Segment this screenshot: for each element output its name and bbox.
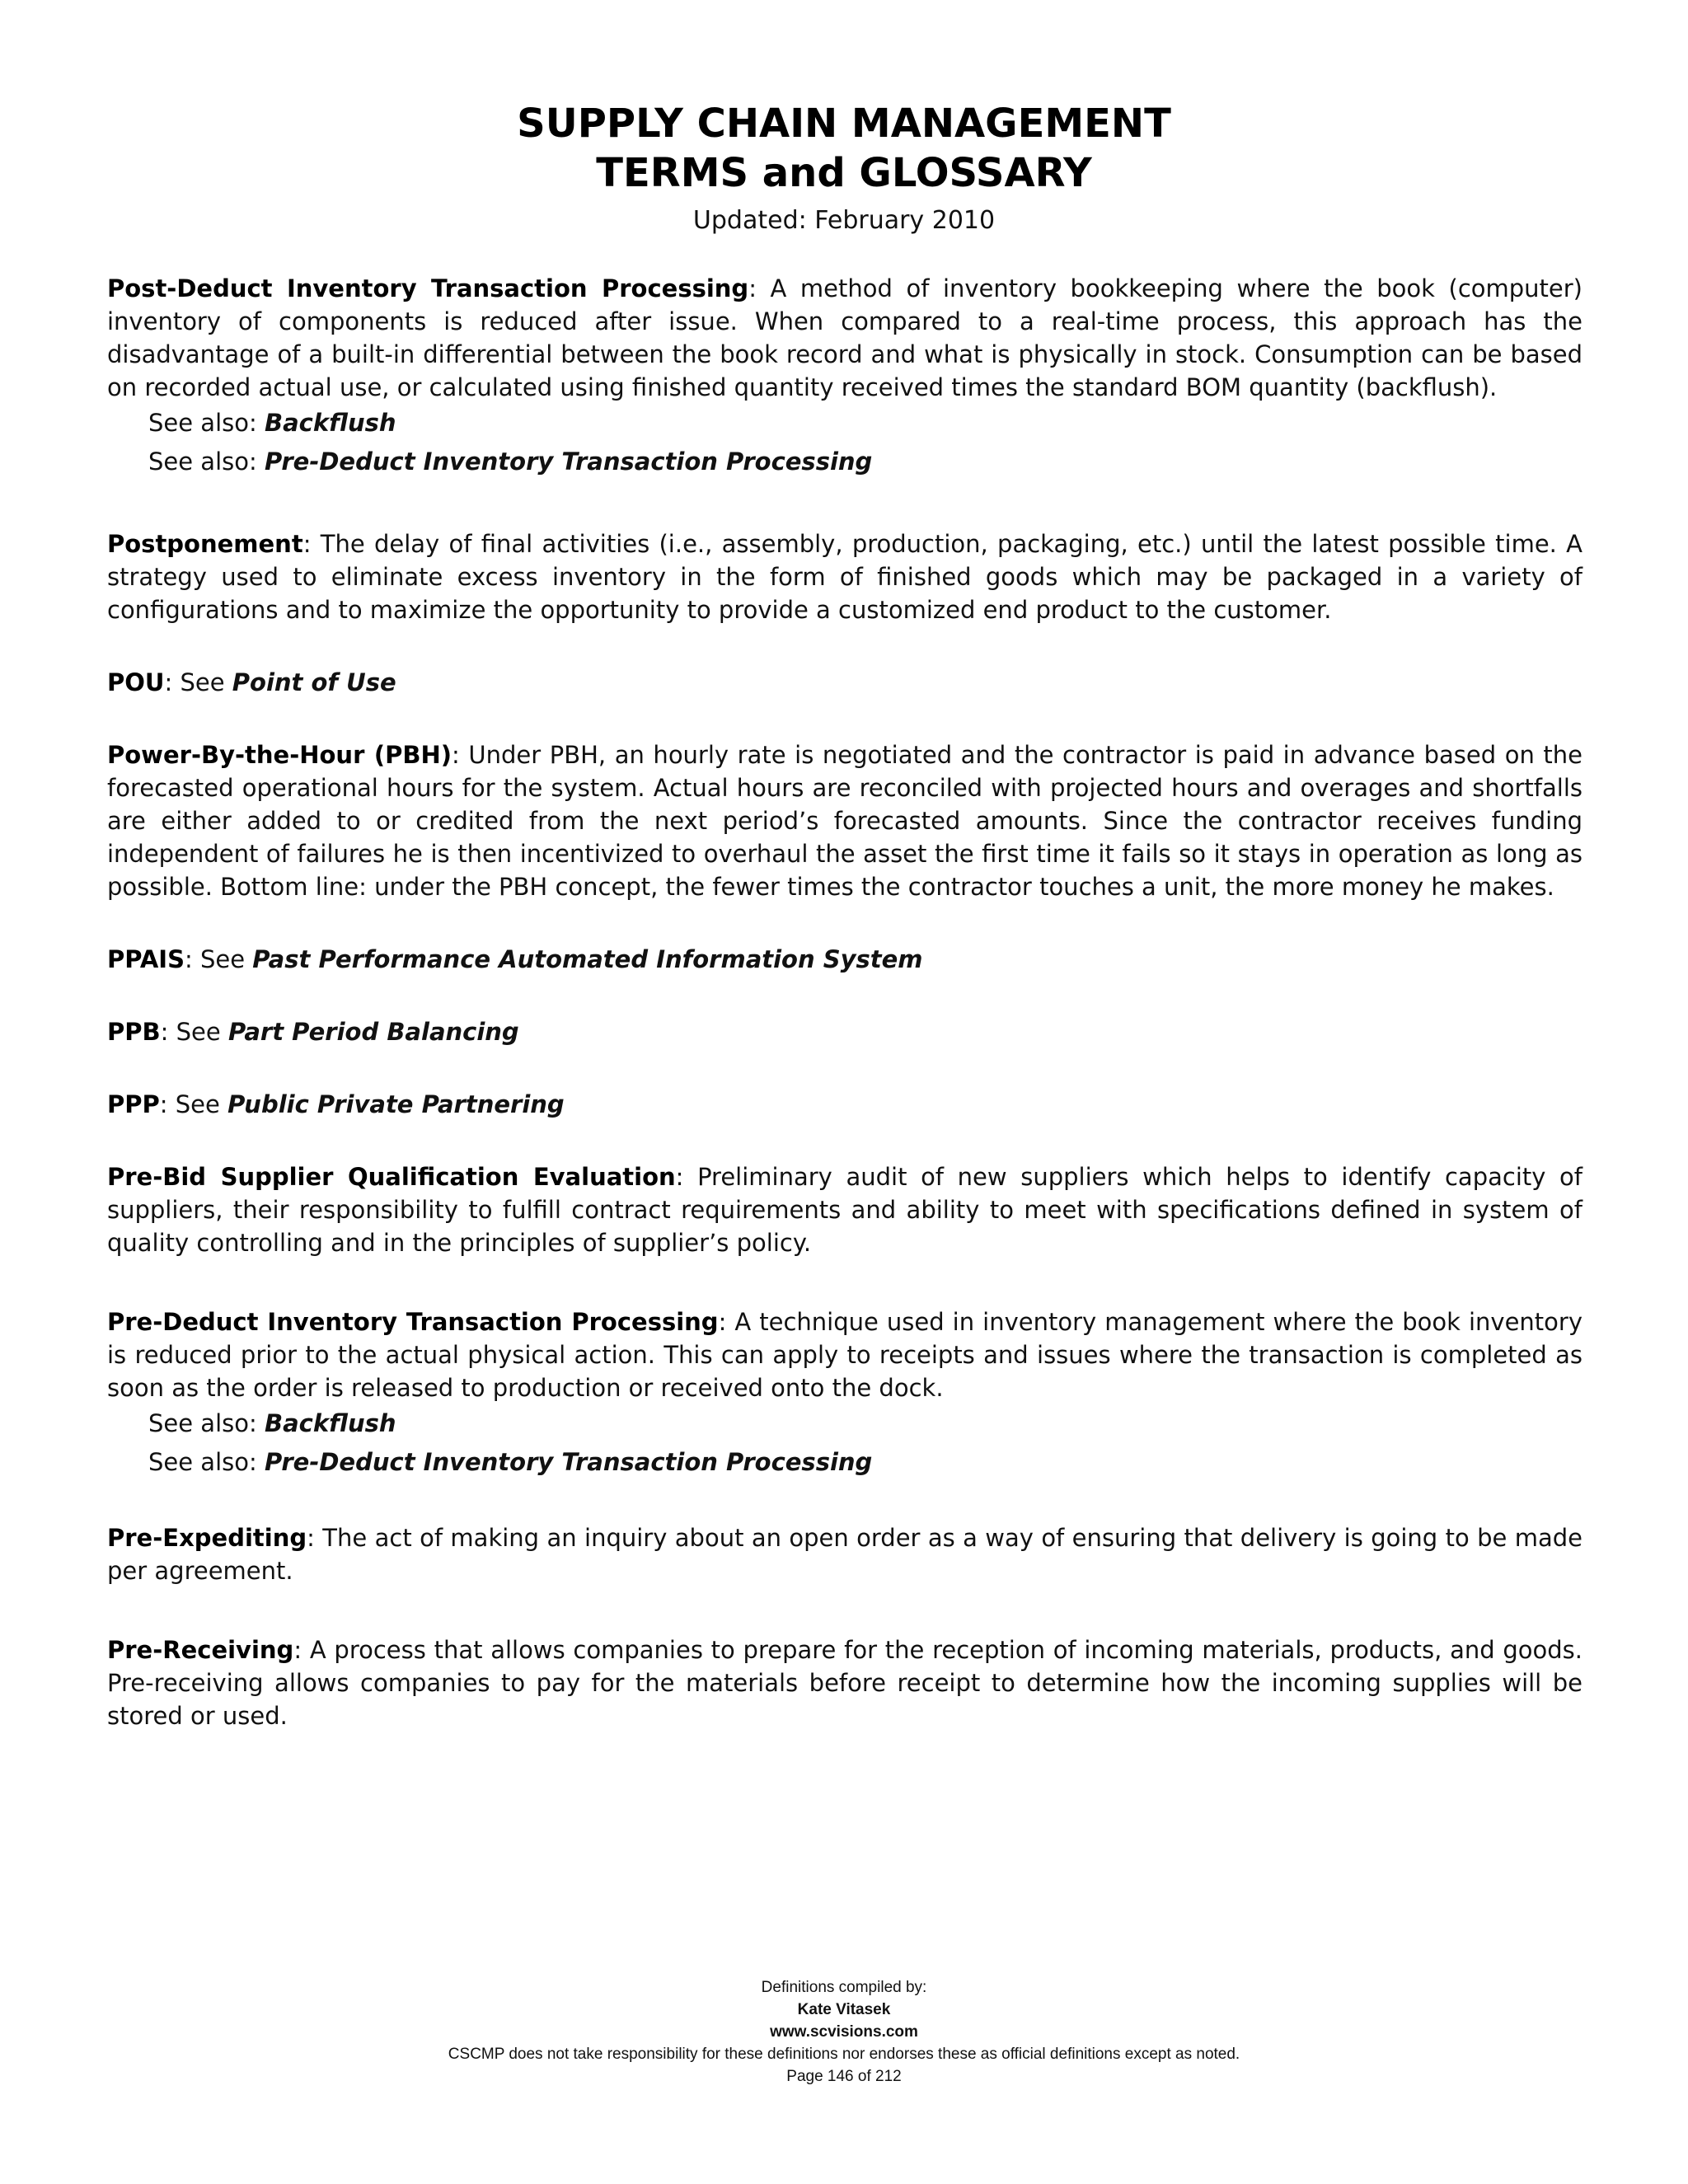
see-also-label: See also:	[148, 1448, 265, 1476]
entry-text	[107, 1633, 1582, 1732]
glossary-definition: : See	[164, 668, 232, 696]
glossary-term: Postponement	[107, 530, 303, 558]
glossary-definition: : A method of inventory bookkeeping where the book (computer) inventory of components is reduced after issue. When compared to a real-time process, this approach has the disadvantage of a built-in differential between the book record and what is physically in stock. Consumption can be based on recorded actual use, or calculated using finished quantity received times the standard BOM quantity (backflush).	[107, 274, 1582, 401]
glossary-term: PPP	[107, 1090, 160, 1118]
page-footer	[0, 1976, 1688, 2088]
see-also-label: See also:	[148, 448, 265, 476]
glossary-entry	[107, 1160, 1582, 1259]
entry-text	[107, 666, 1582, 699]
entry-text	[107, 1521, 1582, 1587]
glossary-entry	[107, 1305, 1582, 1482]
glossary-term: POU	[107, 668, 165, 696]
glossary-definition: : See	[184, 945, 253, 973]
see-also-line	[107, 1443, 1582, 1482]
glossary-definition: : See	[160, 1018, 228, 1046]
footer-compiled-by: Definitions compiled by:	[761, 1979, 927, 1996]
see-also-label: See also:	[148, 1409, 265, 1437]
page-header	[0, 99, 1688, 237]
glossary-term: Pre-Receiving	[107, 1636, 294, 1664]
glossary-definition: : See	[159, 1090, 228, 1118]
entry-text	[107, 943, 1582, 976]
glossary-definition: : A technique used in inventory management where the book inventory is reduced prior to the actual physical action. This can apply to receipts and issues where the transaction is completed as soon as the order is released to production or received onto the dock.	[107, 1308, 1582, 1402]
entry-text	[107, 1160, 1582, 1259]
glossary-term: Pre-Bid Supplier Qualification Evaluation	[107, 1163, 676, 1191]
glossary-definition: : A process that allows companies to prepare for the reception of incoming materials, products, and goods. Pre-receiving allows companies to pay for the materials before receipt to determine how the incoming supplies will be stored or used.	[107, 1636, 1582, 1730]
see-also-label: See also:	[148, 409, 265, 437]
glossary-term: PPB	[107, 1018, 161, 1046]
glossary-entry	[107, 738, 1582, 903]
glossary-entry	[107, 1521, 1582, 1587]
footer-page-number: Page 146 of 212	[786, 2068, 902, 2085]
see-also-line	[107, 443, 1582, 481]
glossary-term: PPAIS	[107, 945, 185, 973]
glossary-definition: : The delay of final activities (i.e., assembly, production, packaging, etc.) until the latest possible time. A strategy used to eliminate excess inventory in the form of finished goods which may be packaged in a variety of configurations and to maximize the opportunity to provide a customized end product to the customer.	[107, 530, 1582, 624]
footer-disclaimer: CSCMP does not take responsibility for these definitions nor endorses these as official definitions except as noted.	[448, 2046, 1240, 2063]
see-also-link[interactable]: Backflush	[264, 1409, 396, 1437]
cross-reference-link[interactable]: Public Private Partnering	[227, 1090, 565, 1118]
glossary-term: Post-Deduct Inventory Transaction Processing	[107, 274, 749, 302]
glossary-definition: : Preliminary audit of new suppliers which helps to identify capacity of suppliers, their responsibility to fulfill contract requirements and ability to meet with specifications defined in system of quality controlling and in the principles of supplier’s policy.	[107, 1163, 1582, 1257]
updated-date: Updated: February 2010	[692, 206, 996, 235]
page-title-line-1: SUPPLY CHAIN MANAGEMENT	[517, 101, 1171, 147]
entry-text	[107, 272, 1582, 404]
glossary-term: Pre-Expediting	[107, 1524, 307, 1552]
entry-text	[107, 738, 1582, 903]
see-also-link[interactable]: Backflush	[264, 409, 396, 437]
footer-author: Kate Vitasek	[797, 2001, 891, 2018]
see-also-line	[107, 1404, 1582, 1443]
see-also-line	[107, 404, 1582, 443]
entry-text	[107, 1015, 1582, 1048]
entry-text	[107, 527, 1582, 626]
entry-text	[107, 1305, 1582, 1404]
entry-text	[107, 1088, 1582, 1121]
glossary-term: Pre-Deduct Inventory Transaction Processing	[107, 1308, 719, 1336]
see-also-link[interactable]: Pre-Deduct Inventory Transaction Processing	[264, 1448, 873, 1476]
glossary-entry	[107, 1015, 1582, 1048]
glossary-term: Power-By-the-Hour (PBH)	[107, 741, 452, 769]
page-title-line-2: TERMS and GLOSSARY	[596, 150, 1092, 196]
glossary-entry	[107, 1633, 1582, 1732]
glossary-definition: : Under PBH, an hourly rate is negotiated and the contractor is paid in advance based on the forecasted operational hours for the system. Actual hours are reconciled with projected hours and overages and shortfalls are either added to or credited from the next period’s forecasted amounts. Since the contractor receives funding independent of failures he is then incentivized to overhaul the asset the first time it fails so it stays in operation as long as possible. Bottom line: under the PBH concept, the fewer times the contractor touches a unit, the more money he makes.	[107, 741, 1582, 901]
glossary-entry	[107, 943, 1582, 976]
cross-reference-link[interactable]: Point of Use	[232, 668, 396, 696]
cross-reference-link[interactable]: Part Period Balancing	[227, 1018, 519, 1046]
cross-reference-link[interactable]: Past Performance Automated Information System	[252, 945, 923, 973]
footer-website-link[interactable]: www.scvisions.com	[770, 2023, 918, 2041]
glossary-entry	[107, 666, 1582, 699]
glossary-entry	[107, 527, 1582, 626]
glossary-entry	[107, 272, 1582, 481]
see-also-link[interactable]: Pre-Deduct Inventory Transaction Processing	[264, 448, 873, 476]
glossary-definition: : The act of making an inquiry about an open order as a way of ensuring that delivery is going to be made per agreement.	[107, 1524, 1582, 1585]
glossary-entry	[107, 1088, 1582, 1121]
glossary-content	[107, 272, 1582, 1732]
